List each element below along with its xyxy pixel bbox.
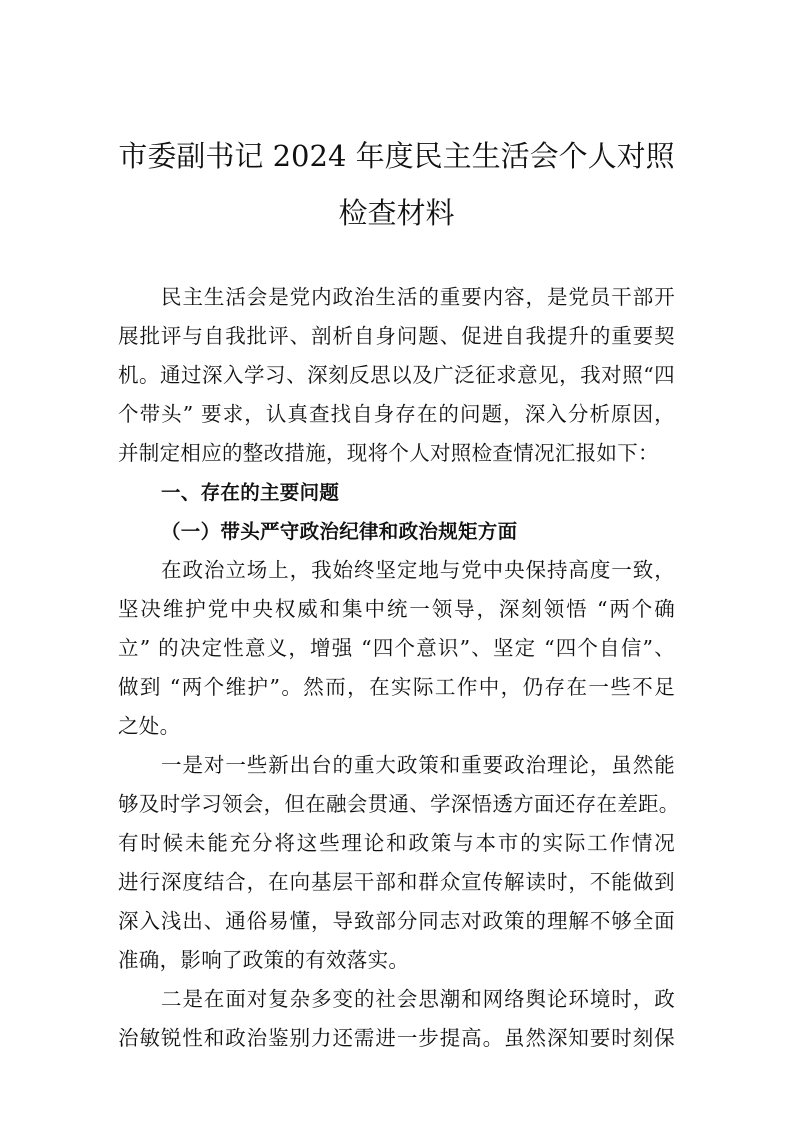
document-body [118, 278, 680, 1058]
political-stance-paragraph [118, 551, 675, 746]
text-line: 一是对一些新出台的重大政策和重要政治理论，虽然能 [161, 753, 675, 777]
text-line: 之处。 [118, 714, 181, 738]
text-line: 机。通过深入学习、深刻反思以及广泛征求意见，我对照“四 [118, 363, 675, 387]
subsection-heading: （一）带头严守政治纪律和政治规矩方面 [161, 520, 518, 543]
text-line: 坚决维护党中央权威和集中统一领导，深刻领悟 “两个确 [118, 597, 675, 621]
document-title-line-1: 市委副书记 2024 年度民主生活会个人对照 [118, 139, 675, 173]
text-line: 立” 的决定性意义，增强 “四个意识”、坚定 “四个自信”、 [118, 636, 675, 660]
section-heading: 一、存在的主要问题 [161, 481, 340, 504]
text-line: 深入浅出、通俗易懂，导致部分同志对政策的理解不够全面 [118, 909, 675, 933]
text-line: 个带头” 要求，认真查找自身存在的问题，深入分析原因， [118, 402, 675, 426]
text-line: 治敏锐性和政治鉴别力还需进一步提高。虽然深知要时刻保 [118, 1026, 675, 1050]
document-title-line-2: 检查材料 [338, 196, 455, 230]
text-line: 有时候未能充分将这些理论和政策与本市的实际工作情况 [118, 831, 675, 855]
second-issue-paragraph [118, 980, 675, 1058]
text-line: 准确，影响了政策的有效落实。 [118, 948, 410, 972]
text-line: 进行深度结合，在向基层干部和群众宣传解读时，不能做到 [118, 870, 675, 894]
text-line: 在政治立场上，我始终坚定地与党中央保持高度一致， [161, 558, 675, 582]
text-line: 民主生活会是党内政治生活的重要内容，是党员干部开 [161, 285, 675, 309]
text-line: 并制定相应的整改措施，现将个人对照检查情况汇报如下： [118, 441, 659, 465]
text-line: 二是在面对复杂多变的社会思潮和网络舆论环境时，政 [161, 987, 675, 1011]
text-line: 展批评与自我批评、剖析自身问题、促进自我提升的重要契 [118, 324, 675, 348]
first-issue-paragraph [118, 746, 680, 980]
text-line: 做到 “两个维护”。然而，在实际工作中，仍存在一些不足 [118, 675, 675, 699]
text-line: 够及时学习领会，但在融会贯通、学深悟透方面还存在差距。 [118, 792, 680, 816]
intro-paragraph [118, 278, 675, 473]
